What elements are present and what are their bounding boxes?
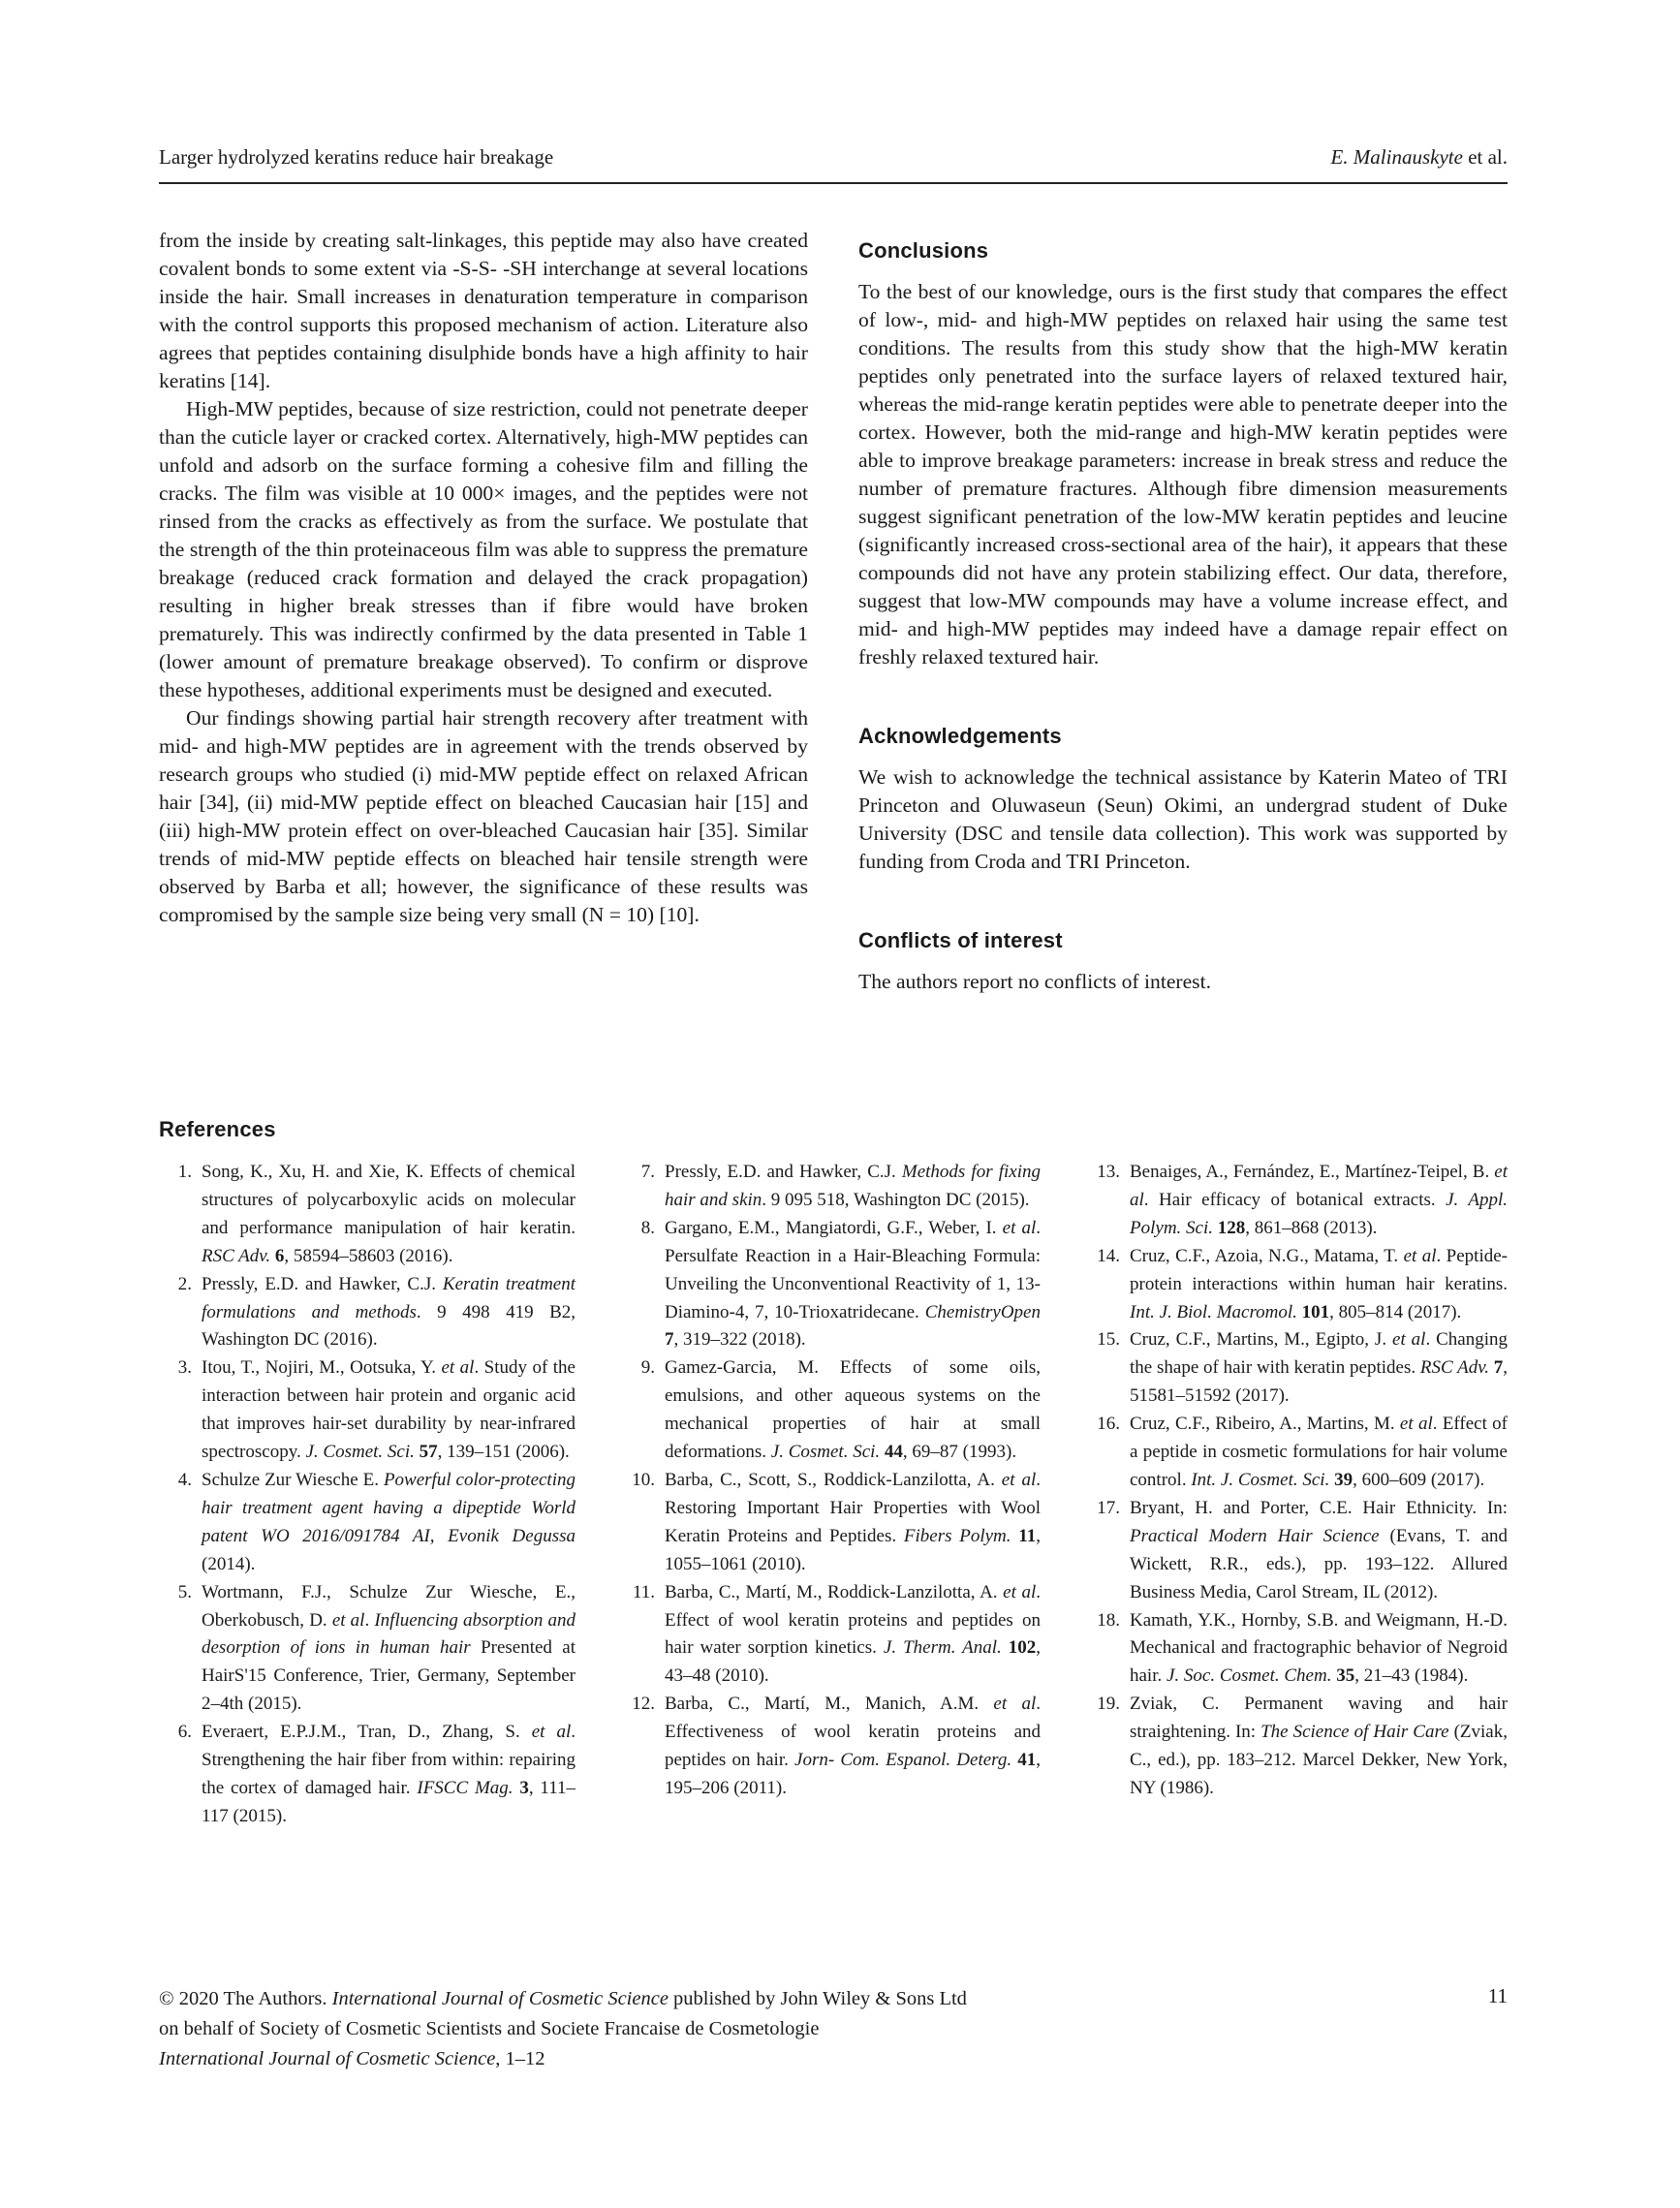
conclusions-text: To the best of our knowledge, ours is the first study that compares the effect of low-, mid- and high-MW peptides on relaxed hair using the same test conditions. The results from this study show that the high-MW keratin peptides only penetrated into the surface layers of relaxed textured hair, whereas the mid-range keratin peptides were able to penetrate deeper into the cortex. However, both the mid-range and high-MW keratin peptides were able to improve breakage parameters: increase in break stress and reduce the number of premature fractures. Although fibre dimension measurements suggest significant penetration of the low-MW keratin peptides and leucine (significantly increased cross-sectional area of the hair), it appears that these compounds did not have any protein stabilizing effect. Our data, therefore, suggest that low-MW compounds may have a volume increase effect, and mid- and high-MW peptides may indeed have a damage repair effect on freshly relaxed textured hair. [858,280,1508,669]
reference-number: 11. [632,1581,655,1602]
reference-number: 1. [177,1162,192,1182]
paragraph: from the inside by creating salt-linkages, this peptide may also have created covalent bonds to some extent via -S-S- -SH interchange at several locations inside the hair. Small increases in denaturation temperature in comparison with the control supports this proposed mechanism of action. Literature also agrees that peptides containing disulphide bonds have a high affinity to hair keratins [14]. [159,229,808,392]
running-authors [1330,145,1508,170]
reference-text: Song, K., Xu, H. and Xie, K. Effects of chemical structures of polycarboxylic acids on molecular and performance manipulation of hair keratin. RSC Adv. 6, 58594–58603 (2016). [202,1162,576,1266]
reference-item [159,1579,576,1720]
reference-text: Itou, T., Nojiri, M., Ootsuka, Y. et al. Study of the interaction between hair protein and organic acid that improves hair-set durability by near-infrared spectroscopy. J. Cosmet. Sci. 57, 139–151 (2006). [202,1357,576,1463]
reference-item [1083,1607,1508,1692]
reference-item [1083,1411,1508,1495]
paragraph: Our findings showing partial hair strength recovery after treatment with mid- and high-MW peptides are in agreement with the trends observed by research groups who studied (i) mid-MW peptide effect on relaxed African hair [34], (ii) mid-MW peptide effect on bleached Caucasian hair [15] and (iii) high-MW protein effect on over-bleached Caucasian hair [35]. Similar trends of mid-MW peptide effects on bleached hair tensile strength were observed by Barba et all; however, the significance of these results was compromised by the sample size being very small (N = 10) [10]. [159,706,808,926]
references-heading: References [159,1117,276,1141]
reference-text: Cruz, C.F., Ribeiro, A., Martins, M. et al. Effect of a peptide in cosmetic formulations for hair volume control. Int. J. Cosmet. Sci. 39, 600–609 (2017). [1130,1414,1508,1490]
reference-number: 7. [640,1162,655,1182]
reference-item [622,1467,1041,1579]
reference-text: Benaiges, A., Fernández, E., Martínez-Teipel, B. et al. Hair efficacy of botanical extracts. J. Appl. Polym. Sci. 128, 861–868 (2013). [1130,1162,1508,1238]
reference-number: 12. [632,1694,655,1715]
reference-item [1083,1159,1508,1243]
conflicts-heading: Conflicts of interest [858,928,1063,952]
reference-item [159,1719,576,1831]
reference-item [159,1467,576,1579]
acknowledgements-section [858,722,1508,876]
reference-text: Cruz, C.F., Martins, M., Egipto, J. et al. Changing the shape of hair with keratin peptides. RSC Adv. 7, 51581–51592 (2017). [1130,1329,1508,1407]
references-column-1 [159,1159,576,1831]
left-text-column [159,227,808,929]
references-column-2 [622,1159,1041,1803]
reference-text: Zviak, C. Permanent waving and hair straightening. In: The Science of Hair Care (Zviak, C., ed.), pp. 183–212. Marcel Dekker, New York, NY (1986). [1130,1694,1508,1798]
reference-item [622,1159,1041,1215]
journal-name: International Journal of Cosmetic Science [331,1988,669,2009]
reference-text: Gamez-Garcia, M. Effects of some oils, emulsions, and other aqueous systems on the mechanical properties of hair at small deformations. J. Cosmet. Sci. 44, 69–87 (1993). [665,1357,1041,1463]
page-number: 11 [1487,1984,1508,2007]
reference-number: 3. [177,1357,192,1379]
reference-number: 19. [1097,1694,1120,1715]
reference-text: Cruz, C.F., Azoia, N.G., Matama, T. et al. Peptide-protein interactions within human hair keratins. Int. J. Biol. Macromol. 101, 805–814 (2017). [1130,1245,1508,1322]
running-title: Larger hydrolyzed keratins reduce hair breakage [159,145,554,169]
conflicts-section [858,926,1508,996]
conflicts-text: The authors report no conflicts of interest. [858,970,1211,993]
page-footer [159,1984,967,2074]
running-header [159,143,1508,184]
reference-text: Kamath, Y.K., Hornby, S.B. and Weigmann, H.-D. Mechanical and fractographic behavior of Negroid hair. J. Soc. Cosmet. Chem. 35, 21–43 (1984). [1130,1609,1508,1687]
acknowledgements-text: We wish to acknowledge the technical assistance by Katerin Mateo of TRI Princeton and Oluwaseun (Seun) Okimi, an undergrad student of Duke University (DSC and tensile data collection). This work was supported by funding from Croda and TRI Princeton. [858,765,1508,873]
page-range: , 1–12 [495,2048,545,2069]
reference-item [622,1354,1041,1467]
reference-item [622,1579,1041,1692]
reference-text: Bryant, H. and Porter, C.E. Hair Ethnicity. In: Practical Modern Hair Science (Evans, T. and Wickett, R.R., eds.), pp. 193–122. Allured Business Media, Carol Stream, IL (2012). [1130,1497,1508,1602]
conclusions-section [858,236,1508,671]
reference-item [1083,1243,1508,1327]
conclusions-heading: Conclusions [858,238,989,263]
reference-number: 16. [1097,1414,1120,1435]
reference-number: 9. [640,1357,655,1379]
author-name: E. Malinauskyte [1330,145,1463,169]
reference-text: Pressly, E.D. and Hawker, C.J. Keratin treatment formulations and methods. 9 498 419 B2, Washington DC (2016). [202,1273,576,1351]
right-text-column [858,236,1508,1046]
reference-text: Pressly, E.D. and Hawker, C.J. Methods for fixing hair and skin. 9 095 518, Washington DC (2015). [665,1162,1041,1210]
reference-item [622,1215,1041,1355]
reference-number: 2. [177,1273,192,1294]
reference-item [1083,1691,1508,1803]
author-suffix: et al. [1462,145,1508,169]
reference-item [1083,1495,1508,1607]
reference-item [622,1691,1041,1803]
reference-text: Barba, C., Martí, M., Manich, A.M. et al. Effectiveness of wool keratin proteins and peptides on hair. Jorn- Com. Espanol. Deterg. 41, 195–206 (2011). [665,1694,1042,1798]
references-column-3 [1083,1159,1508,1803]
reference-number: 17. [1097,1497,1120,1518]
publisher-text: published by John Wiley & Sons Ltd [668,1988,967,2009]
reference-number: 8. [640,1217,655,1238]
reference-number: 10. [632,1469,655,1490]
reference-text: Barba, C., Martí, M., Roddick-Lanzilotta, A. et al. Effect of wool keratin proteins and peptides on hair water sorption kinetics. J. Therm. Anal. 102, 43–48 (2010). [665,1581,1042,1687]
footer-line-2: on behalf of Society of Cosmetic Scientists and Societe Francaise de Cosmetologie [159,2018,820,2039]
reference-text: Everaert, E.P.J.M., Tran, D., Zhang, S. et al. Strengthening the hair fiber from within: repairing the cortex of damaged hair. IFSCC Mag. 3, 111–117 (2015). [202,1722,576,1826]
reference-text: Gargano, E.M., Mangiatordi, G.F., Weber, I. et al. Persulfate Reaction in a Hair-Bleaching Formula: Unveiling the Unconventional Reactivity of 1, 13-Diamino-4, 7, 10-Trioxatridecane. ChemistryOpen 7, 319–322 (2018). [665,1217,1041,1351]
reference-text: Wortmann, F.J., Schulze Zur Wiesche, E., Oberkobusch, D. et al. Influencing absorption and desorption of ions in human hair Presented at HairS'15 Conference, Trier, Germany, September 2–4th (2015). [202,1581,576,1715]
paragraph: High-MW peptides, because of size restriction, could not penetrate deeper than the cuticle layer or cracked cortex. Alternatively, high-MW peptides can unfold and adsorb on the surface forming a cohesive film and filling the cracks. The film was visible at 10 000× images, and the peptides were not rinsed from the cracks as effectively as from the surface. We postulate that the strength of the thin proteinaceous film was able to suppress the premature breakage (reduced crack formation and delayed the crack propagation) resulting in higher break stresses than if fibre would have broken prematurely. This was indirectly confirmed by the data presented in Table 1 (lower amount of premature breakage observed). To confirm or disprove these hypotheses, additional experiments must be designed and executed. [159,397,808,701]
reference-number: 14. [1097,1245,1120,1266]
reference-item [159,1271,576,1355]
reference-item [159,1159,576,1271]
reference-item [159,1354,576,1467]
footer-line-1 [159,1984,967,2014]
reference-number: 4. [177,1469,192,1490]
reference-item [1083,1326,1508,1411]
reference-number: 5. [177,1581,192,1602]
reference-number: 18. [1097,1609,1120,1631]
reference-number: 15. [1097,1329,1120,1351]
reference-number: 13. [1097,1162,1120,1182]
footer-line-3 [159,2044,967,2074]
reference-text: Barba, C., Scott, S., Roddick-Lanzilotta, A. et al. Restoring Important Hair Properties with Wool Keratin Proteins and Peptides. Fibers Polym. 11, 1055–1061 (2010). [665,1469,1041,1574]
reference-number: 6. [177,1722,192,1743]
reference-text: Schulze Zur Wiesche E. Powerful color-protecting hair treatment agent having a dipeptide World patent WO 2016/091784 AI, Evonik Degussa (2014). [202,1469,576,1574]
acknowledgements-heading: Acknowledgements [858,724,1062,748]
journal-name: International Journal of Cosmetic Science [159,2048,496,2069]
copyright-text: © 2020 The Authors. [159,1988,332,2009]
